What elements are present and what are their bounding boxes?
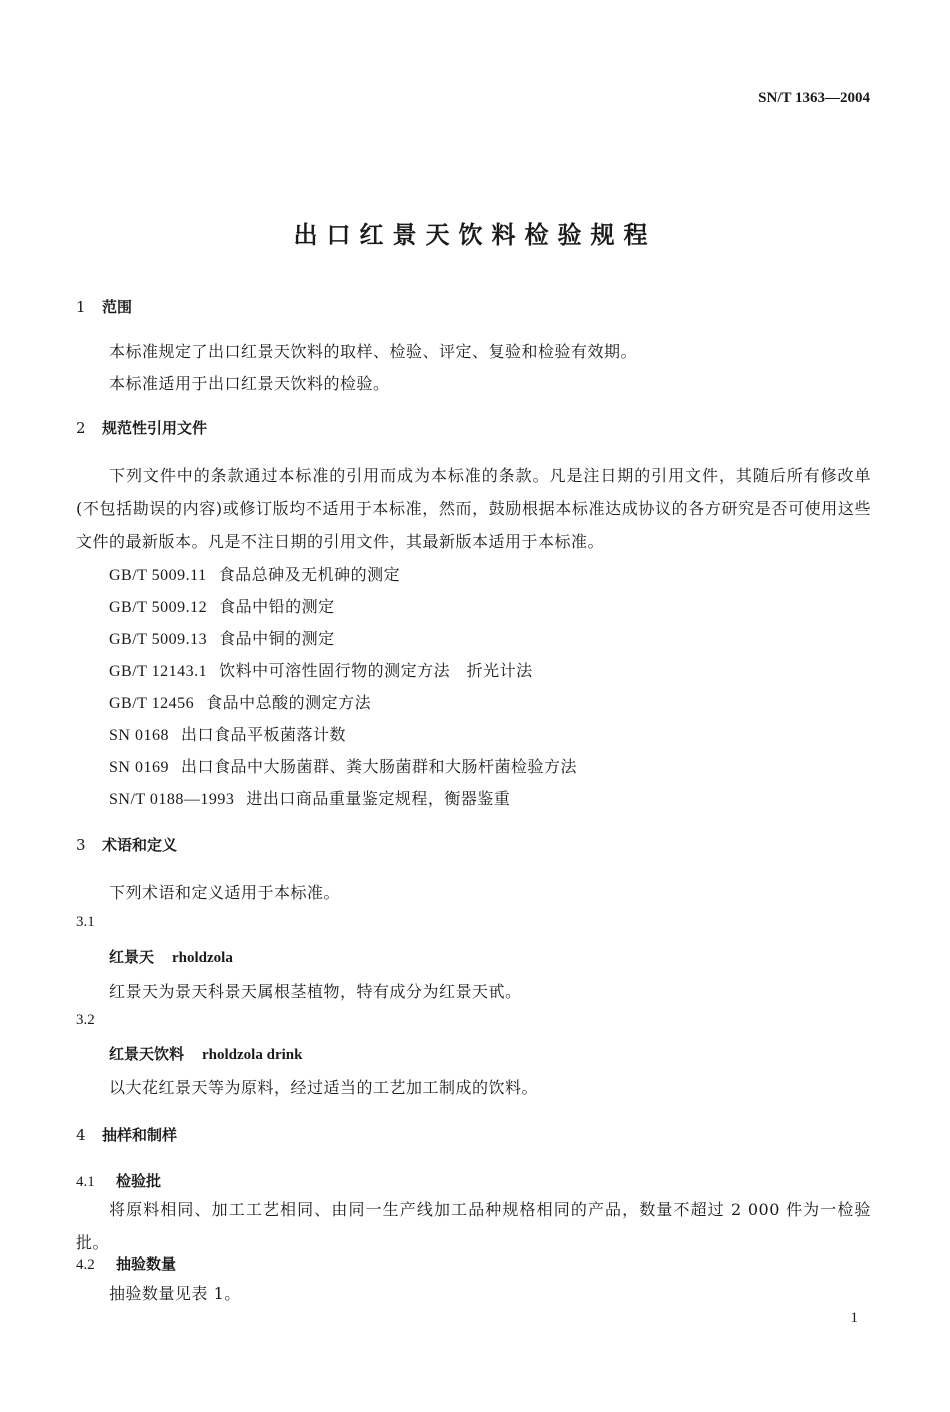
section-title: 规范性引用文件 xyxy=(102,419,208,437)
term-number: 3.2 xyxy=(76,1012,95,1028)
reference-title: 食品中总酸的测定方法 xyxy=(206,693,372,712)
section-4-heading xyxy=(76,1124,177,1145)
page-number: 1 xyxy=(850,1310,858,1326)
subsection-number: 4.1 xyxy=(76,1174,95,1190)
term-name-cn: 红景天饮料 xyxy=(109,1045,185,1063)
reference-item xyxy=(109,754,577,777)
term-name xyxy=(109,946,233,967)
reference-title: 饮料中可溶性固行物的测定方法 折光计法 xyxy=(219,661,533,680)
reference-title: 出口食品中大肠菌群、粪大肠菌群和大肠杆菌检验方法 xyxy=(180,757,577,776)
subsection-4-1-heading xyxy=(76,1170,161,1191)
subsection-4-2-heading xyxy=(76,1253,176,1274)
section-1-heading xyxy=(76,296,132,317)
reference-code: SN/T 0188—1993 xyxy=(109,791,235,808)
reference-item xyxy=(109,658,533,681)
reference-item xyxy=(109,594,335,617)
paragraph: 抽验数量见表 1。 xyxy=(109,1284,241,1303)
term-name xyxy=(109,1043,302,1064)
reference-code: GB/T 5009.11 xyxy=(109,567,207,584)
reference-title: 食品中铜的测定 xyxy=(219,629,335,648)
term-name-cn: 红景天 xyxy=(109,948,155,966)
paragraph: 下列文件中的条款通过本标准的引用而成为本标准的条款。凡是注日期的引用文件，其随后所有修改单(不包括勘误的内容)或修订版均不适用于本标准，然而，鼓励根据本标准达成协议的各方研究是否可使用这些文件的最新版本。凡是不注日期的引用文件，其最新版本适用于本标准。 xyxy=(76,466,871,551)
paragraph: 本标准规定了出口红景天饮料的取样、检验、评定、复验和检验有效期。 xyxy=(109,342,638,361)
term-number: 3.1 xyxy=(76,914,95,930)
section-title: 抽样和制样 xyxy=(102,1126,178,1144)
reference-item xyxy=(109,786,510,809)
section-number: 4 xyxy=(76,1126,86,1144)
reference-code: SN 0169 xyxy=(109,759,169,776)
standard-code: SN/T 1363—2004 xyxy=(758,90,870,106)
reference-title: 食品总砷及无机砷的测定 xyxy=(218,565,401,584)
reference-item xyxy=(109,562,400,585)
section-number: 2 xyxy=(76,419,86,437)
section-number: 1 xyxy=(76,298,86,316)
subsection-title: 检验批 xyxy=(116,1172,162,1190)
section-title: 术语和定义 xyxy=(102,836,178,854)
reference-code: GB/T 12143.1 xyxy=(109,663,208,680)
reference-title: 食品中铅的测定 xyxy=(219,597,335,616)
term-definition: 以大花红景天等为原料，经过适当的工艺加工制成的饮料。 xyxy=(109,1078,539,1097)
term-name-en: rholdzola xyxy=(172,950,233,966)
reference-item xyxy=(109,626,335,649)
section-3-heading xyxy=(76,834,177,855)
reference-code: GB/T 5009.13 xyxy=(109,631,208,648)
reference-code: SN 0168 xyxy=(109,727,169,744)
paragraph: 下列术语和定义适用于本标准。 xyxy=(109,883,341,902)
section-2-heading xyxy=(76,417,207,438)
reference-title: 进出口商品重量鉴定规程，衡器鉴重 xyxy=(246,789,511,808)
section-title: 范围 xyxy=(102,298,133,316)
reference-code: GB/T 5009.12 xyxy=(109,599,208,616)
subsection-title: 抽验数量 xyxy=(116,1255,177,1273)
term-definition: 红景天为景天科景天属根茎植物，特有成分为红景天甙。 xyxy=(109,982,522,1001)
paragraph: 本标准适用于出口红景天饮料的检验。 xyxy=(109,374,390,393)
reference-item xyxy=(109,722,346,745)
page-title: 出口红景天饮料检验规程 xyxy=(293,220,657,249)
reference-item xyxy=(109,690,371,713)
paragraph: 将原料相同、加工工艺相同、由同一生产线加工品种规格相同的产品，数量不超过 2 000 件为一检验批。 xyxy=(76,1200,871,1252)
reference-title: 出口食品平板菌落计数 xyxy=(180,725,346,744)
subsection-number: 4.2 xyxy=(76,1257,95,1273)
section-number: 3 xyxy=(76,836,86,854)
reference-code: GB/T 12456 xyxy=(109,695,195,712)
term-name-en: rholdzola drink xyxy=(202,1047,303,1063)
